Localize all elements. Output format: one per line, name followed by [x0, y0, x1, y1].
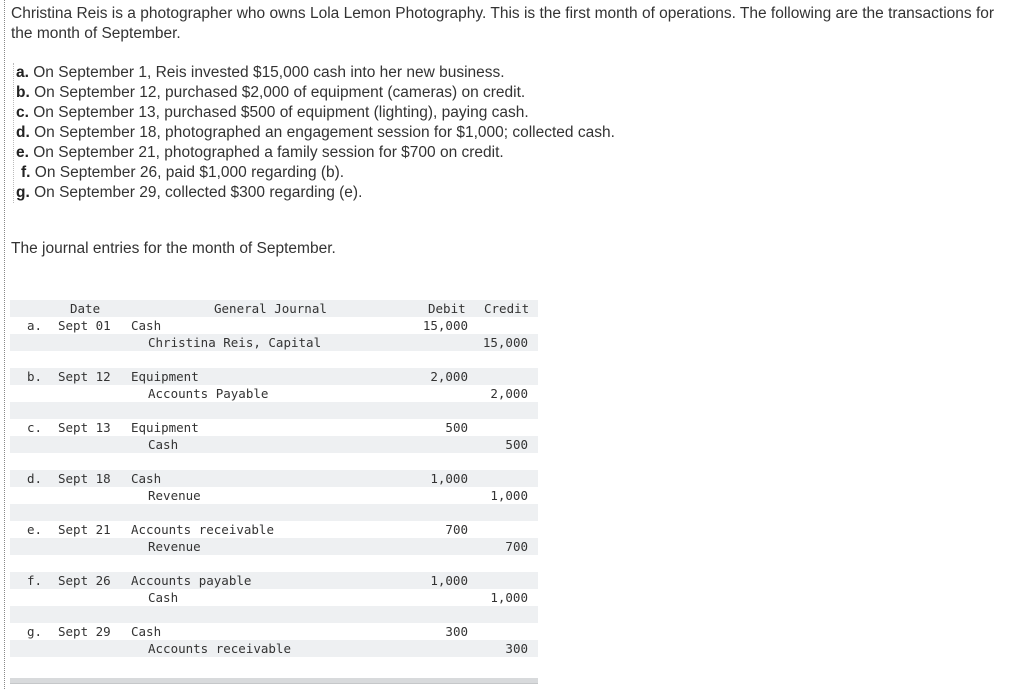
credit-account: Revenue [148, 488, 201, 503]
transaction-letter: a. [16, 64, 29, 81]
entry-letter: c. [27, 420, 43, 435]
row-spacer [10, 555, 538, 572]
list-item [16, 83, 615, 103]
credit-amount: 15,000 [482, 335, 528, 350]
transaction-letter: g. [16, 184, 30, 201]
intro-paragraph: Christina Reis is a photographer who owns Lola Lemon Photography. This is the first month of operations. The following are the transactions for the month of September. [11, 5, 995, 42]
entry-date: Sept 12 [58, 369, 111, 384]
entry-date: Sept 26 [58, 573, 111, 588]
table-row [10, 640, 538, 657]
debit-amount: 15,000 [422, 318, 468, 333]
table-row [10, 623, 538, 640]
table-row [10, 368, 538, 385]
transaction-list [13, 63, 615, 203]
debit-amount: 1,000 [430, 471, 468, 486]
credit-account: Cash [148, 590, 179, 605]
transaction-text: On September 29, collected $300 regarding (e). [34, 184, 363, 201]
entry-letter: b. [27, 369, 43, 384]
header-date: Date [70, 301, 101, 316]
list-item [16, 63, 615, 83]
list-item [16, 183, 615, 203]
table-row [10, 487, 538, 504]
list-item [16, 103, 615, 123]
debit-account: Accounts receivable [131, 522, 274, 537]
journal-subheading: The journal entries for the month of September. [11, 240, 336, 257]
entry-date: Sept 13 [58, 420, 111, 435]
table-row [10, 436, 538, 453]
row-spacer [10, 453, 538, 470]
credit-amount: 1,000 [490, 590, 528, 605]
list-item [16, 123, 615, 143]
debit-account: Equipment [131, 420, 199, 435]
credit-account: Revenue [148, 539, 201, 554]
entry-date: Sept 18 [58, 471, 111, 486]
journal-header-row [10, 300, 538, 317]
header-general-journal: General Journal [214, 301, 327, 316]
entry-letter: d. [27, 471, 43, 486]
debit-amount: 700 [445, 522, 468, 537]
transaction-text: On September 21, photographed a family session for $700 on credit. [33, 144, 504, 161]
debit-amount: 300 [445, 624, 468, 639]
transaction-text: On September 12, purchased $2,000 of equipment (cameras) on credit. [34, 84, 526, 101]
credit-amount: 700 [505, 539, 528, 554]
transaction-text: On September 13, purchased $500 of equipment (lighting), paying cash. [33, 104, 529, 121]
debit-account: Equipment [131, 369, 199, 384]
header-credit: Credit [484, 301, 530, 316]
table-row [10, 470, 538, 487]
credit-account: Cash [148, 437, 179, 452]
row-spacer [10, 657, 538, 674]
debit-amount: 1,000 [430, 573, 468, 588]
table-row [10, 589, 538, 606]
entry-date: Sept 29 [58, 624, 111, 639]
header-debit: Debit [428, 301, 466, 316]
table-row [10, 521, 538, 538]
row-spacer [10, 351, 538, 368]
credit-amount: 2,000 [490, 386, 528, 401]
table-bottom-bar [10, 678, 538, 684]
table-row [10, 572, 538, 589]
transaction-text: On September 26, paid $1,000 regarding (b). [34, 164, 345, 181]
entry-letter: a. [27, 318, 43, 333]
transaction-letter: e. [16, 144, 29, 161]
row-spacer [10, 504, 538, 521]
table-row [10, 317, 538, 334]
debit-account: Cash [131, 318, 162, 333]
list-item [16, 143, 615, 163]
transaction-letter: d. [16, 124, 30, 141]
credit-amount: 300 [505, 641, 528, 656]
credit-account: Accounts receivable [148, 641, 291, 656]
debit-amount: 2,000 [430, 369, 468, 384]
credit-amount: 1,000 [490, 488, 528, 503]
credit-account: Christina Reis, Capital [148, 335, 322, 350]
left-dotted-rule [4, 0, 5, 689]
transaction-text: On September 1, Reis invested $15,000 cash into her new business. [33, 64, 505, 81]
entry-date: Sept 01 [58, 318, 111, 333]
entry-letter: g. [27, 624, 43, 639]
row-spacer [10, 402, 538, 419]
debit-amount: 500 [445, 420, 468, 435]
debit-account: Accounts payable [131, 573, 252, 588]
general-journal-table [10, 300, 538, 684]
debit-account: Cash [131, 624, 162, 639]
transaction-text: On September 18, photographed an engagement session for $1,000; collected cash. [34, 124, 615, 141]
transaction-letter: c. [16, 104, 29, 121]
table-row [10, 538, 538, 555]
list-item [16, 163, 615, 183]
row-spacer [10, 606, 538, 623]
entry-date: Sept 21 [58, 522, 111, 537]
transaction-letter: f. [21, 164, 31, 181]
transaction-letter: b. [16, 84, 30, 101]
credit-account: Accounts Payable [148, 386, 269, 401]
entry-letter: f. [27, 573, 43, 588]
entry-letter: e. [27, 522, 43, 537]
credit-amount: 500 [505, 437, 528, 452]
table-row [10, 419, 538, 436]
table-row [10, 385, 538, 402]
table-row [10, 334, 538, 351]
debit-account: Cash [131, 471, 162, 486]
